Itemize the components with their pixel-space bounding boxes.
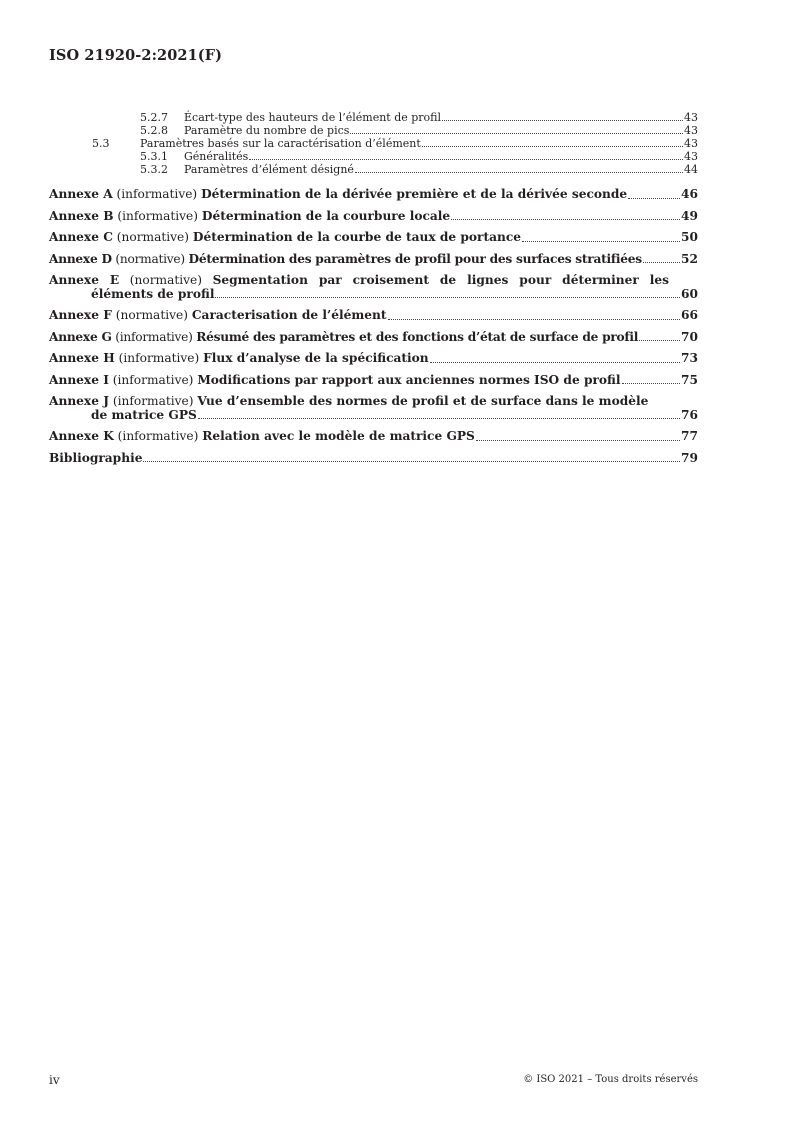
dot-leader [430,362,680,363]
annex-label: Annexe G [49,329,112,344]
annex-title: Détermination de la courbe de taux de portance [192,230,522,244]
annex-title: Détermination des paramètres de profil pour des surfaces stratifiées [188,251,642,266]
toc-annex-j[interactable] [49,395,698,422]
dot-leader [442,120,683,121]
annex-label: Annexe F [49,308,112,322]
toc-bibliography[interactable] [49,452,698,466]
toc-entry-title: Paramètres basés sur la caractérisation d’élément [140,137,421,150]
toc-entry-number: 5.3.1 [140,150,168,163]
annex-title: Flux d’analyse de la spécification [203,351,429,365]
dot-leader [143,461,680,462]
toc-entry-5-3-1[interactable] [49,150,698,163]
annex-page: 75 [681,372,698,387]
toc-entry-page: 43 [684,124,698,137]
annex-title: Segmentation par croisement de lignes pour déterminer les [212,273,669,287]
dot-leader [350,133,683,134]
annex-page: 66 [681,308,698,322]
dot-leader [643,262,680,263]
toc-entry-5-3[interactable] [49,137,698,150]
toc-annex-h[interactable] [49,352,698,366]
annex-type: (informative) [115,329,193,344]
toc-entry-number: 5.2.7 [140,111,168,124]
toc-entry-number: 5.3.2 [140,163,168,176]
annex-label: Annexe D [49,251,112,266]
toc-entry-5-2-8[interactable] [49,124,698,137]
dot-leader [639,340,680,341]
dot-leader [476,440,680,441]
annex-label: Annexe C [49,230,113,244]
annex-page: 50 [681,230,698,244]
toc-entry-title: Paramètres d’élément désigné [184,163,354,176]
annex-label: Annexe A [49,187,113,201]
annex-type: (informative) [118,351,200,365]
bibliography-page: 79 [681,450,698,465]
annex-label: Annexe H [49,351,115,365]
dot-leader [388,319,680,320]
annex-label: Annexe E [49,273,120,287]
toc-annex-d[interactable] [49,253,698,267]
annex-title: Relation avec le modèle de matrice GPS [202,429,475,443]
annex-type: (normative) [129,273,202,287]
dot-leader [215,297,680,298]
toc-annex-a[interactable] [49,188,698,202]
annex-title: Résumé des paramètres et des fonctions d’état de surface de profil [196,329,639,344]
annex-label: Annexe J [49,394,109,408]
toc-entry-5-2-7[interactable] [49,111,698,124]
annex-page: 77 [681,429,698,443]
annex-label: Annexe B [49,208,114,223]
dot-leader [451,219,680,220]
toc-annex-i[interactable] [49,374,698,388]
annex-type: (informative) [117,429,199,443]
toc-annex-g[interactable] [49,331,698,345]
annex-page: 70 [681,329,698,344]
toc-entry-number: 5.2.8 [140,124,168,137]
annex-title: Modifications par rapport aux anciennes normes ISO de profil [197,372,621,387]
toc-entry-page: 43 [684,137,698,150]
annex-page: 49 [681,208,698,223]
annex-page: 76 [681,407,698,422]
page-number: iv [49,1073,60,1087]
annex-type: (informative) [112,394,194,408]
annex-type: (normative) [116,230,190,244]
dot-leader [628,198,680,199]
toc-annex-f[interactable] [49,309,698,323]
annex-type: (informative) [112,372,194,387]
annex-page: 46 [681,187,698,201]
annex-title: Vue d’ensemble des normes de profil et de surface dans le modèle [197,394,649,408]
annex-title-continued: éléments de profil [91,286,215,301]
toc-annex-c[interactable] [49,231,698,245]
annex-type: (informative) [117,208,199,223]
dot-leader [249,159,683,160]
toc-entry-number: 5.3 [92,137,110,150]
annex-label: Annexe K [49,429,114,443]
toc-entry-title: Généralités [184,150,249,163]
dot-leader [422,146,683,147]
toc-entry-page: 43 [684,111,698,124]
annex-label: Annexe I [49,372,109,387]
toc-entry-title: Paramètre du nombre de pics [184,124,350,137]
toc-annex-e[interactable] [49,274,698,301]
dot-leader [355,172,683,173]
table-of-contents [49,111,698,465]
annex-title: Caracterisation de l’élément [191,308,387,322]
annex-title: Détermination de la courbure locale [201,208,451,223]
annex-title: Détermination de la dérivée première et de la dérivée seconde [201,187,628,201]
toc-entry-5-3-2[interactable] [49,163,698,176]
toc-entry-title: Écart-type des hauteurs de l’élément de profil [184,111,442,124]
toc-annex-b[interactable] [49,210,698,224]
annex-type: (informative) [116,187,198,201]
dot-leader [522,241,680,242]
document-id-header: ISO 21920-2:2021(F) [49,47,223,64]
toc-annex-k[interactable] [49,430,698,444]
annex-title-continued: de matrice GPS [91,407,197,422]
dot-leader [198,418,680,419]
copyright-notice: © ISO 2021 – Tous droits réservés [523,1074,698,1085]
toc-entry-page: 44 [684,163,698,176]
bibliography-title: Bibliographie [49,450,143,465]
annex-page: 60 [681,286,698,301]
annex-type: (normative) [115,251,185,266]
dot-leader [622,383,681,384]
toc-entry-page: 43 [684,150,698,163]
annex-page: 73 [681,351,698,365]
annex-type: (normative) [115,308,188,322]
annex-page: 52 [681,251,698,266]
